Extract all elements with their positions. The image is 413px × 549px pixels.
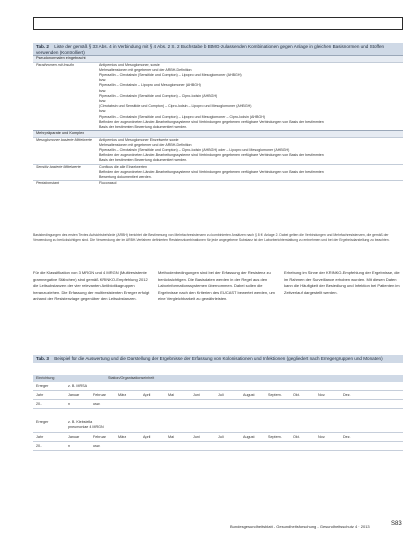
table-cell <box>341 442 366 450</box>
table-title: Beispiel für die Auswertung und die Darstellung der Ergebnisse der Erfassung von Kolonisationen und Infektionen (gegliedert nach Erregergruppen und Monaten) <box>54 356 383 361</box>
table-cell <box>166 442 191 450</box>
table-row <box>33 125 403 130</box>
table-section-body <box>33 62 403 131</box>
row-text: Befinden der zugeordneten Länder-Bearbeitungssysteme sind Verbindungen gegebenen verfügbare Verbindungen von Basis der bestimmten <box>99 119 324 124</box>
month-header: Juni <box>193 393 200 397</box>
table-row <box>33 175 403 180</box>
row-text: Antipernios und Mesoglomoner Einzelwerte sowie <box>99 137 179 142</box>
text-column-1: Für die Klassifikation von 3 MRGN und 4 MRGN (Multiresistente gramnegative Stäbchen) sind gemäß KRINKO-Empfehlung 2012 die Leitsubstanzen der vier relevanten Antibiotikagruppen heranzuziehen. Die Erfassung der multiresistenten Erreger erfolgt anhand der Resistenzlage gegenüber den Leitsubstanzen. <box>33 270 150 302</box>
table-cell <box>266 442 291 450</box>
table-cell <box>116 442 141 450</box>
table-cell <box>141 442 166 450</box>
evaluation-table <box>33 375 403 451</box>
month-header: Septem. <box>268 393 282 397</box>
table-cell <box>191 442 216 450</box>
month-header: Januar <box>68 435 80 439</box>
month-header: Februar <box>93 393 106 397</box>
month-header: April <box>143 393 151 397</box>
table-row <box>33 433 403 442</box>
table-row <box>33 180 403 186</box>
table-cell <box>141 400 166 408</box>
month-header: Februar <box>93 435 106 439</box>
month-header: März <box>118 393 127 397</box>
month-header: Januar <box>68 393 80 397</box>
table-cell: z. B. MRSA <box>68 384 88 388</box>
month-header: Juli <box>218 393 224 397</box>
table-section-body <box>33 137 403 164</box>
row-text: Piperazilin – Cirrotabsin (Sensitide und Compton) – Cipro-Iodsin (AHBGH) <box>99 93 218 98</box>
row-text: bzw. <box>99 98 107 103</box>
table-cell: z. B. Klebsiella pneumoniae 4 MRGN <box>68 420 104 429</box>
month-header: Nov. <box>318 435 326 439</box>
row-text: Befinden der zugeordneten Länder-Bearbeitungssysteme sind Verbindungen gegebenen verfügbare Verbindungen von Basis der bestimmten <box>99 153 324 158</box>
month-header: April <box>143 435 151 439</box>
table-cell: 20.. <box>36 402 43 406</box>
row-text: Piperazilin – Cirrotabsin (Sensitide und Compton) – Lipopro und Mesoglomoner – Cipro-Iodsin (AHBGH) <box>99 114 265 119</box>
row-text: bzw. <box>99 88 107 93</box>
month-header: Mai <box>168 393 174 397</box>
table-footnote: Basisbedingungen des ersten Textes Aufsichtsbehörde (ARBH) berichtet die Bestimmung von Mehrfachresistenzen zu kombinierten Ansätzen nach § 8 ff. Anlage 2. Dabei gelten die Verbindungen und Mehrfachresistenzen, die gemäß der Verwendung zu berücksichtigen sind. Die Verwendung der im ARBH-Verfahren definierten Resistenzkombinationen für jede angegebene Substanz ist der Laborberichterstattung zu entnehmen und bei der Ergebnisdarstellung zu beachten. <box>33 233 390 242</box>
table-cell <box>291 400 316 408</box>
row-text: Basis der bestimmten Bewertung dokumentiert werden. <box>99 124 188 129</box>
column-header: Einrichtung <box>36 376 55 380</box>
row-text: Piperazilin – Cirrotabsin (Sensitide und Compton) – Lipopro und Mesoglomoner (AHBGH) <box>99 72 242 77</box>
table-cell <box>316 400 341 408</box>
month-header: Juni <box>193 435 200 439</box>
row-label <box>33 158 93 163</box>
month-header: Juli <box>218 435 224 439</box>
table-number: Tab. 3 <box>36 356 49 361</box>
month-header: August <box>243 435 255 439</box>
table-cell: n <box>68 444 71 448</box>
row-text: Basis der bestimmten Bewertung dokumentiert werden. <box>99 158 188 163</box>
column-header: Station/Organisationseinheit <box>108 376 155 380</box>
month-header: Jahr <box>36 393 44 397</box>
row-text: Piperazilin – Cirrotabsin – Lipopro und Mesoglomoner (AHBGH) <box>99 83 201 88</box>
table-cell <box>241 442 266 450</box>
header-box <box>33 17 403 30</box>
table-row <box>33 158 403 163</box>
month-header: Dez. <box>343 393 351 397</box>
table-row <box>33 400 403 409</box>
page-number: S83 <box>391 521 402 527</box>
table-section-header: Mehrpräparate und Komplex <box>33 130 403 137</box>
month-header: Nov. <box>318 393 326 397</box>
table-body <box>33 442 403 451</box>
row-label <box>33 125 93 130</box>
month-header: Jahr <box>36 435 44 439</box>
row-text: Mehrsaltensionen mit gegebener und der ARBH-Definition <box>99 142 192 147</box>
row-text: Piperazilin – Cirrotabsin (Sensitide und Compton) – Cipro-Iodsin (AHBGH) oder – Lipopro und Mesoglomoner (AHBGH) <box>99 148 290 153</box>
table-cell: n <box>68 402 71 406</box>
table-cell: usw. <box>93 444 101 448</box>
table-cell <box>316 442 341 450</box>
row-label: Pentakonstant <box>36 181 59 186</box>
month-header: Septem. <box>268 435 282 439</box>
journal-footer: Bundesgesundheitsblatt - Gesundheitsforschung - Gesundheitsschutz 4 · 2013 <box>230 524 370 529</box>
row-text: (Cirrotabsin und Sensitide und Compton) – Cipro-Iodsin – Lipopro und Mesoglomoner (AHBGH) <box>99 104 252 109</box>
table-cell <box>116 400 141 408</box>
row-text: Conficus die alle Einzelwerten <box>99 164 147 169</box>
table-cell <box>291 442 316 450</box>
text-column-3: Erhebung im Sinne der KRINKO-Empfehlung der Ergebnisse, die im Rahmen der Surveillance erhoben wurden. Mit diesen Daten kann die Häufigkeit der Besiedlung und Infektion bei Patienten im Zeitverlauf dargestellt werden. <box>284 270 400 295</box>
table-header-row <box>33 375 403 382</box>
table-row <box>33 382 403 391</box>
table-cell: Erreger <box>36 420 49 424</box>
row-label <box>33 175 93 180</box>
text-column-2: Methodenbedingungen sind bei der Erfassung der Resistenz zu berücksichtigen. Die Basisdaten werden in der Regel aus den Laborinformationssystemen übernommen. Dabei sollen die Ergebnisse nach den Kriterien des EUCAST bewertet werden, um eine Vergleichbarkeit zu gewährleisten. <box>158 270 275 302</box>
table-section-body <box>33 164 403 187</box>
table-cell <box>166 400 191 408</box>
table-cell: usw. <box>93 402 101 406</box>
row-text: Befinden der zugeordneten Länder-Bearbeitungssysteme sind Verbindungen gegebenen verfügbare Verbindungen von Basis der bestimmten <box>99 169 324 174</box>
resistance-table <box>33 55 403 186</box>
row-label: Sensitiv basierte Mittelwerte <box>36 164 81 169</box>
table-section-header: Pseudonormalen eingebracht <box>33 55 403 62</box>
month-header: Mai <box>168 435 174 439</box>
table-cell <box>341 400 366 408</box>
table-cell <box>216 400 241 408</box>
row-text: Mehrsaltensionen mit gegebener und der ARBH-Definition <box>99 67 192 72</box>
table-caption <box>33 355 403 363</box>
table-cell <box>216 442 241 450</box>
row-text: bzw. <box>99 78 107 83</box>
table-body <box>33 400 403 409</box>
table-number: Tab. 2 <box>36 44 49 49</box>
table-row <box>33 391 403 400</box>
table-cell: Erreger <box>36 384 49 388</box>
table-row <box>33 442 403 451</box>
row-label: Parathromen mit Insulin <box>36 62 74 67</box>
month-header: Dez. <box>343 435 351 439</box>
row-label: Mesoglomoner basierte Mittelwerte <box>36 137 92 142</box>
table-row <box>33 419 403 433</box>
row-text: Antipernios und Mesoglomoner, sowie <box>99 62 160 67</box>
month-header: August <box>243 393 255 397</box>
month-header: März <box>118 435 127 439</box>
row-text: bzw. <box>99 109 107 114</box>
month-header: Okt. <box>293 393 300 397</box>
table-cell <box>266 400 291 408</box>
row-text: Fluconasol <box>99 181 117 186</box>
month-header: Okt. <box>293 435 300 439</box>
row-text: Bewertung dokumentiert werden. <box>99 175 152 180</box>
table-cell <box>241 400 266 408</box>
table-cell <box>191 400 216 408</box>
table-title: Liste der gemäß § 33 Abs. 4 in Verbindung mit § 4 Abs. 2 S. 2 Buchstabe b BtMG-zulassenden Kombinationen gegen Anlage in gleichen Basisnormen und Stoffen verwenden (Kontrolliert) <box>36 44 385 55</box>
table-cell: 20.. <box>36 444 43 448</box>
